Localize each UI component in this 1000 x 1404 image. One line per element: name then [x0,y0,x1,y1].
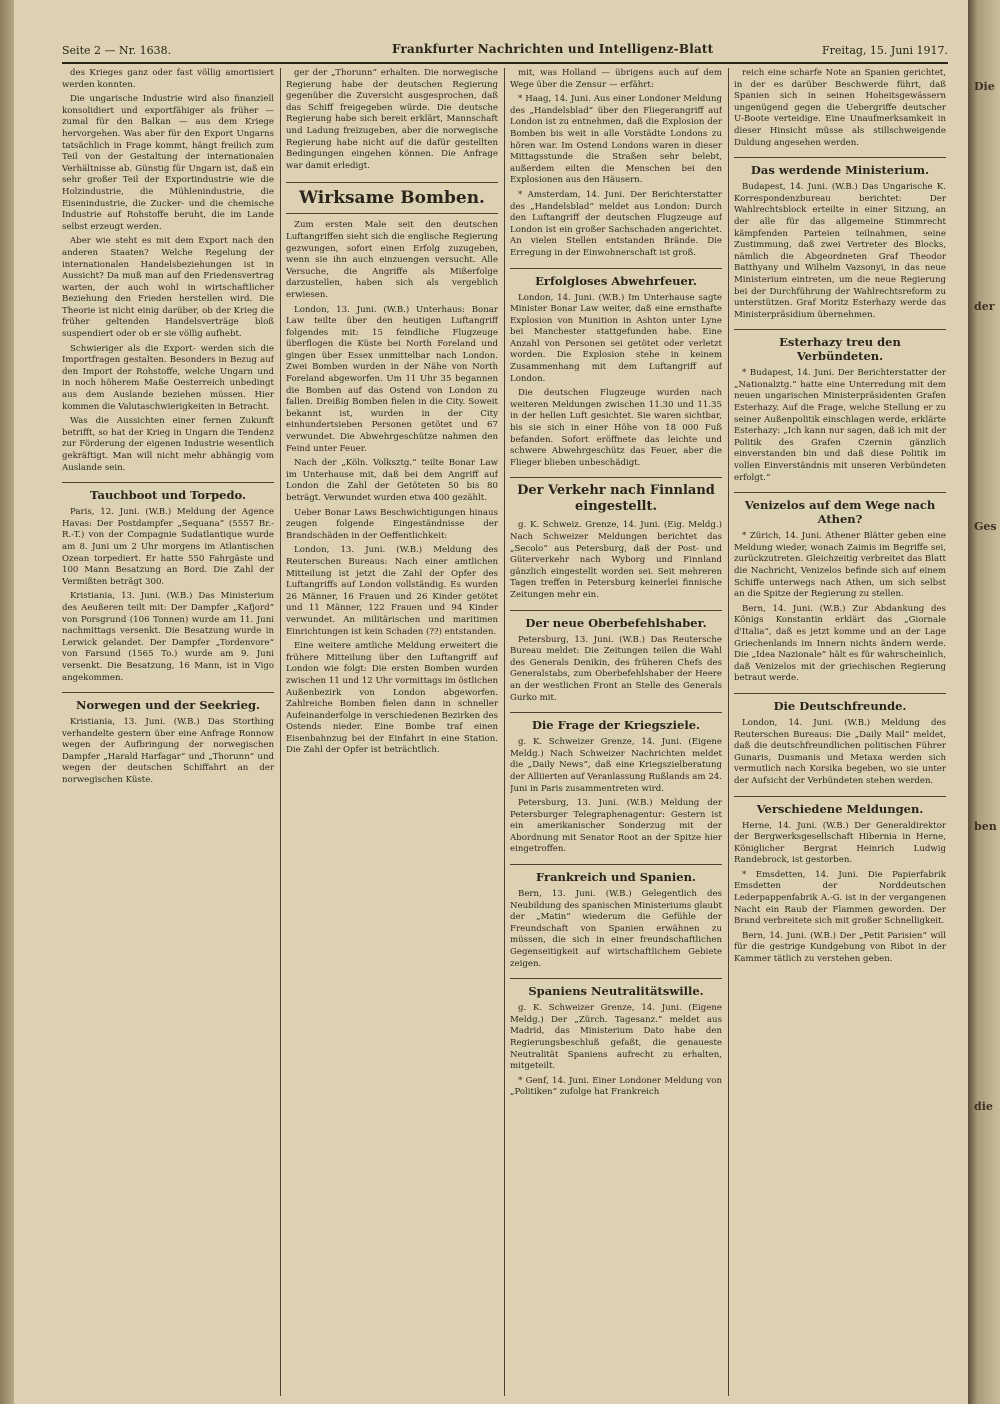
edge-fragment: Ges [974,520,997,533]
section-heading: Tauchboot und Torpedo. [62,482,274,502]
paragraph: London, 14. Juni. (W.B.) Im Unterhause sagte Minister Bonar Law weiter, daß eine ernsthafte Explosion von Munition in Ashton unter Lyne bei Manchester stattgefunden habe. Eine Anzahl von Personen sei getötet oder verletzt worden. Die Explosion stehe in keinem Zusammenhang mit dem Luftangriff auf London. [510,292,722,384]
section-heading: Verschiedene Meldungen. [734,796,946,816]
paragraph: * Zürich, 14. Juni. Athener Blätter geben eine Meldung wieder, wonach Zaimis im Begriffe sei, zurückzutreten. Gleichzeitig verbreitet das Blatt die Nachricht, Venizelos befinde sich auf einem Schiffe unterwegs nach Athen, um sich selbst an die Spitze der Regierung zu stellen. [734,531,946,600]
section-heading: Die Frage der Kriegsziele. [510,712,722,732]
edge-fragment: ben [974,820,997,833]
paragraph: Aber wie steht es mit dem Export nach den anderen Staaten? Welche Regelung der internationalen Handelsbeziehungen ist in Aussicht? Da muß man auf den Friedensvertrag warten, der auch wohl in wirtschaftlicher Beziehung den Frieden herstellen wird. Die Theorie ist nicht einig darüber, ob der Krieg die früher geltenden Handelsverträge bloß suspendiert oder ob er sie völlig aufhebt. [62,236,274,340]
paragraph: Bern, 13. Juni. (W.B.) Gelegentlich des Neubildung des spanischen Ministeriums glaubt der „Matin“ wiederum die Gefühle der Freundschaft von Spanien erwähnen zu müssen, die sich in einer freundschaftlichen Gegenseitigkeit auf wirtschaftlichem Gebiete zeigen. [510,889,722,969]
paragraph: Schwieriger als die Export- werden sich die Importfragen gestalten. Besonders in Bezug auf den Import der Rohstoffe, welche Ungarn und in noch höherem Maße Oesterreich unbedingt aus dem Auslande beziehen müssen. Hier kommen die Valutaschwierigkeiten in Betracht. [62,343,274,412]
section-heading: Spaniens Neutralitätswille. [510,978,722,998]
paragraph: g. K. Schweizer Grenze, 14. Juni. (Eigene Meldg.) Der „Zürch. Tagesanz.“ meldet aus Madrid, das Ministerium Dato habe den Regierungsbeschluß gefaßt, die genaueste Neutralität Spaniens aufrecht zu erhalten, mitgeteilt. [510,1003,722,1072]
section-heading: Der Verkehr nach Finnland eingestellt. [510,477,722,515]
paragraph: des Krieges ganz oder fast völlig amortisiert werden konnten. [62,68,274,90]
section-heading: Erfolgloses Abwehrfeuer. [510,268,722,288]
paragraph: g. K. Schweiz. Grenze, 14. Juni. (Eig. Meldg.) Nach Schweizer Meldungen berichtet das „Secolo“ aus Petersburg, daß der Post- und Güterverkehr nach Wyborg und Finnland gänzlich eingestellt worden sei. Seit mehreren Tagen treffen in Petersburg keinerlei finnische Zeitungen mehr ein. [510,520,722,600]
paragraph: Was die Aussichten einer fernen Zukunft betrifft, so hat der Krieg in Ungarn die Tendenz zur Förderung der eigenen Industrie wesentlich gekräftigt. Man will nicht mehr abhängig vom Auslande sein. [62,416,274,473]
newspaper-page [14,0,968,1404]
paragraph: mit, was Holland — übrigens auch auf dem Wege über die Zensur — erfährt: [510,68,722,90]
section-heading: Norwegen und der Seekrieg. [62,692,274,712]
section-heading: Esterhazy treu den Verbündeten. [734,329,946,363]
paragraph: London, 13. Juni. (W.B.) Unterhaus: Bonar Law teilte über den heutigen Luftangriff folgendes mit: 15 feindliche Flugzeuge überflogen die Küste bei North Foreland und gingen über Essex unmittelbar nach London. Zwei Bomben wurden in der Nähe von North Foreland abgeworfen. Um 11 Uhr 35 begannen die Bomben auf das Ostend von London zu fallen. Dreißig Bomben fielen in die City. Soweit bekannt ist, wurden in der City einhundertsieben Personen getötet und 67 verwundet. Die Abwehrgeschütze nahmen den Feind unter Feuer. [286,304,498,454]
edge-fragment: die [974,1100,993,1113]
column-3 [510,68,722,1398]
column-rule [728,68,729,1396]
paragraph: * Amsterdam, 14. Juni. Der Berichterstatter des „Handelsblad“ meldet aus London: Durch den Luftangriff der deutschen Flugzeuge auf London ist ein großer Sachschaden angerichtet. An vielen Stellen entstanden Brände. Die Erregung in der Einwohnerschaft ist groß. [510,189,722,258]
issue-date: Freitag, 15. Juni 1917. [821,44,948,57]
section-heading: Das werdende Ministerium. [734,157,946,177]
section-heading: Venizelos auf dem Wege nach Athen? [734,492,946,526]
paragraph: Bern, 14. Juni. (W.B.) Zur Abdankung des Königs Konstantin erklärt das „Giornale d'Italia“, daß es jetzt komme und an der Lage Griechenlands im Innern nichts ändern werde. Die „Idea Nazionale“ hält es für wahrscheinlich, daß Venizelos mit der griechischen Regierung betraut werde. [734,603,946,684]
section-heading: Der neue Oberbefehlshaber. [510,610,722,630]
paragraph: Herne, 14. Juni. (W.B.) Der Generaldirektor der Bergwerksgesellschaft Hibernia in Herne, Königlicher Bergrat Heinrich Ludwig Randebrock, ist gestorben. [734,820,946,866]
paragraph: g. K. Schweizer Grenze, 14. Juni. (Eigene Meldg.) Nach Schweizer Nachrichten meldet die „Daily News“, daß eine Kriegszielberatung der Alliierten auf Veranlassung Rußlands am 24. Juni in Paris zusammentreten wird. [510,737,722,794]
paragraph: Paris, 12. Juni. (W.B.) Meldung der Agence Havas: Der Postdampfer „Sequana“ (5557 Br.-R.-T.) von der Compagnie Sudatlantique wurde am 8. Juni um 2 Uhr morgens im Atlantischen Ozean torpediert. Er hatte 550 Fahrgäste und 100 Mann Besatzung an Bord. Die Zahl der Vermißten beträgt 300. [62,507,274,587]
headline-wirksame-bomben: Wirksame Bomben. [286,182,498,214]
paragraph: * Budapest, 14. Juni. Der Berichterstatter der „Nationalztg.“ hatte eine Unterredung mit dem neuen ungarischen Ministerpräsidenten Grafen Esterhazy. Auf die Frage, welche Stellung er zu seiner Außenpolitik einschlagen werde, erklärte Esterhazy: „Ich kann nur sagen, daß ich mit der Politik des Grafen Czernin gänzlich einverstanden bin und daß diese Politik im vollen Einverständnis mit unseren Verbündeten erfolgt.“ [734,368,946,483]
column-2 [286,68,498,1398]
paragraph: London, 13. Juni. (W.B.) Meldung des Reuterschen Bureaus: Nach einer amtlichen Mitteilung ist jetzt die Zahl der Opfer des Luftangriffs auf London vollständig. Es wurden 26 Männer, 16 Frauen und 26 Kinder getötet und 11 Männer, 122 Frauen und 94 Kinder verwundet. An militärischen und maritimen Einrichtungen ist kein Schaden (??) entstanden. [286,545,498,637]
paragraph: Petersburg, 13. Juni. (W.B.) Meldung der Petersburger Telegraphenagentur: Gestern ist ein amerikanischer Sonderzug mit der Abordnung mit Senator Root an der Spitze hier eingetroffen. [510,798,722,855]
paragraph: London, 14. Juni. (W.B.) Meldung des Reuterschen Bureaus: Die „Daily Mail“ meldet, daß die deutschfreundlichen politischen Führer Gunaris, Dusmanis und Metaxa werden sich vermutlich nach Korsika begeben, wo sie unter der Aufsicht der Verbündeten stehen werden. [734,717,946,786]
paragraph: Ueber Bonar Laws Beschwichtigungen hinaus zeugen folgende Eingeständnisse der Brandschäden in der Oeffentlichkeit: [286,507,498,541]
page-number: Seite 2 — Nr. 1638. [62,44,172,57]
section-heading: Die Deutschfreunde. [734,693,946,713]
paragraph: Nach der „Köln. Volksztg.“ teilte Bonar Law im Unterhause mit, daß bei dem Angriff auf London die Zahl der Getöteten 50 bis 80 beträgt. Verwundet wurden etwa 400 gezählt. [286,458,498,503]
newspaper-title: Frankfurter Nachrichten und Intelligenz-Blatt [392,42,714,56]
column-4 [734,68,946,1398]
paragraph: ger der „Thorunn“ erhalten. Die norwegische Regierung habe der deutschen Regierung gegenüber die Zuversicht ausgesprochen, daß das Schiff freigegeben würde. Die deutsche Regierung habe sich bereit erklärt, Mannschaft und Ladung freizugeben, aber die norwegische Regierung habe nicht auf die dafür gestellten Bedingungen eingehen können. Die Anfrage war damit erledigt. [286,68,498,171]
edge-fragment: Die [974,80,995,93]
paragraph: Zum ersten Male seit den deutschen Luftangriffen sieht sich die englische Regierung gezwungen, sofort einen Erfolg zuzugeben, wenn sie ihn auch einzuengen versucht. Alle Versuche, die Angriffe als Mißerfolge darzustellen, haben sich als vergeblich erwiesen. [286,220,498,300]
paragraph: * Emsdetten, 14. Juni. Die Papierfabrik Emsdetten der Norddeutschen Lederpappenfabrik A.-G. ist in der vergangenen Nacht ein Raub der Flammen geworden. Der Brand verbreitete sich mit großer Schnelligkeit. [734,869,946,927]
page-binding [0,0,14,1404]
column-rule [280,68,281,1396]
column-1 [62,68,274,1398]
edge-fragment: der [974,300,995,313]
paragraph: Kristiania, 13. Juni. (W.B.) Das Ministerium des Aeußeren teilt mit: Der Dampfer „Kafjord“ von Porsgrund (106 Tonnen) wurde am 11. Juni nachmittags versenkt. Die Besatzung wurde in Lerwick gelandet. Der Dampfer „Tordenvore“ von Farsund (1565 To.) wurde am 9. Juni versenkt. Die Besatzung, 16 Mann, ist in Vigo angekommen. [62,591,274,683]
page-header [62,40,948,64]
paragraph: Bern, 14. Juni. (W.B.) Der „Petit Parisien“ will für die gestrige Kundgebung von Ribot in der Kammer tätlich zu verstehen geben. [734,930,946,965]
paragraph: reich eine scharfe Note an Spanien gerichtet, in der es darüber Beschwerde führt, daß Spanien sich in seinen Hoheitsgewässern ungenügend gegen die Uebergriffe deutscher U-Boote verteidige. Eine Unaufmerksamkeit in dieser Hinsicht müsse als stillschweigende Duldung angesehen werden. [734,68,946,148]
paragraph: * Genf, 14. Juni. Einer Londoner Meldung von „Politiken“ zufolge hat Frankreich [510,1075,722,1098]
column-rule [504,68,505,1396]
paragraph: Die deutschen Flugzeuge wurden nach weiteren Meldungen zwischen 11.30 und 11.35 in der hellen Luft gesichtet. Sie waren sichtbar, bis sie sich in einer Höhe von 18 000 Fuß befanden. Sofort eröffnete das leichte und schwere Abwehrgeschütz das Feuer, aber die Flieger blieben unbeschädigt. [510,388,722,468]
paragraph: Budapest, 14. Juni. (W.B.) Das Ungarische K. Korrespondenzbureau berichtet: Der Wahlrechtsblock erteilte in einer Sitzung, an der alle für das allgemeine Stimmrecht kämpfenden Parteien teilnahmen, seine Zustimmung, daß zwei Vertreter des Blocks, nämlich die Abgeordneten Graf Theodor Batthyany und Wilhelm Vazsonyi, in das neue Ministerium eintreten, um die neue Regierung bei der Durchführung der Wahlrechtsreform zu unterstützen. Graf Moritz Esterhazy werde das Ministerpräsidium übernehmen. [734,182,946,320]
paragraph: Kristiania, 13. Juni. (W.B.) Das Storthing verhandelte gestern über eine Anfrage Ronnow wegen der Aufbringung der norwegischen Dampfer „Harald Harfagar“ und „Thorunn“ und wegen der deutschen Schiffahrt an der norwegischen Küste. [62,717,274,786]
adjacent-page-edge [968,0,1000,1404]
paragraph: Petersburg, 13. Juni. (W.B.) Das Reutersche Bureau meldet: Die Zeitungen teilen die Wahl des Generals Denikin, des früheren Chefs des Generalstabs, zum Oberbefehlshaber der Heere an der westlichen Front an Stelle des Generals Gurko mit. [510,634,722,703]
paragraph: Eine weitere amtliche Meldung erweitert die frühere Mitteilung über den Luftangriff auf London wie folgt: Die ersten Bomben wurden zwischen 11 und 12 Uhr vormittags im östlichen Außenbezirk von London abgeworfen. Zahlreiche Bomben fielen dann in schneller Aufeinanderfolge in verschiedenen Bezirken des Ostends nieder. Eine Bombe traf einen Eisenbahnzug bei der Einfahrt in eine Station. Die Zahl der Opfer ist beträchtlich. [286,641,498,756]
paragraph: Die ungarische Industrie wird also finanziell konsolidiert und exportfähiger als früher — zumal für den Balkan — aus dem Kriege hervorgehen. Was aber für den Export Ungarns tatsächlich in Frage kommt, hängt freilich zum Teil von der Gestaltung der internationalen Verhältnisse ab. Günstig für Ungarn ist, daß ein sehr großer Teil der Exportindustrie wie die Holzindustrie, die Mühlenindustrie, die Eisenindustrie, die Zucker- und die chemische Industrie auf Rohstoffe beruht, die im Lande selbst erzeugt werden. [62,94,274,232]
paragraph: * Haag, 14. Juni. Aus einer Londoner Meldung des „Handelsblad“ über den Fliegerangriff auf London ist zu entnehmen, daß die Explosion der Bomben bis weit in alle Vorstädte Londons zu hören war. Im Ostend Londons waren in dieser Mittagsstunde die Straßen sehr belebt, außerdem eilten die Menschen bei den Explosionen aus den Häusern. [510,94,722,186]
section-heading: Frankreich und Spanien. [510,864,722,884]
